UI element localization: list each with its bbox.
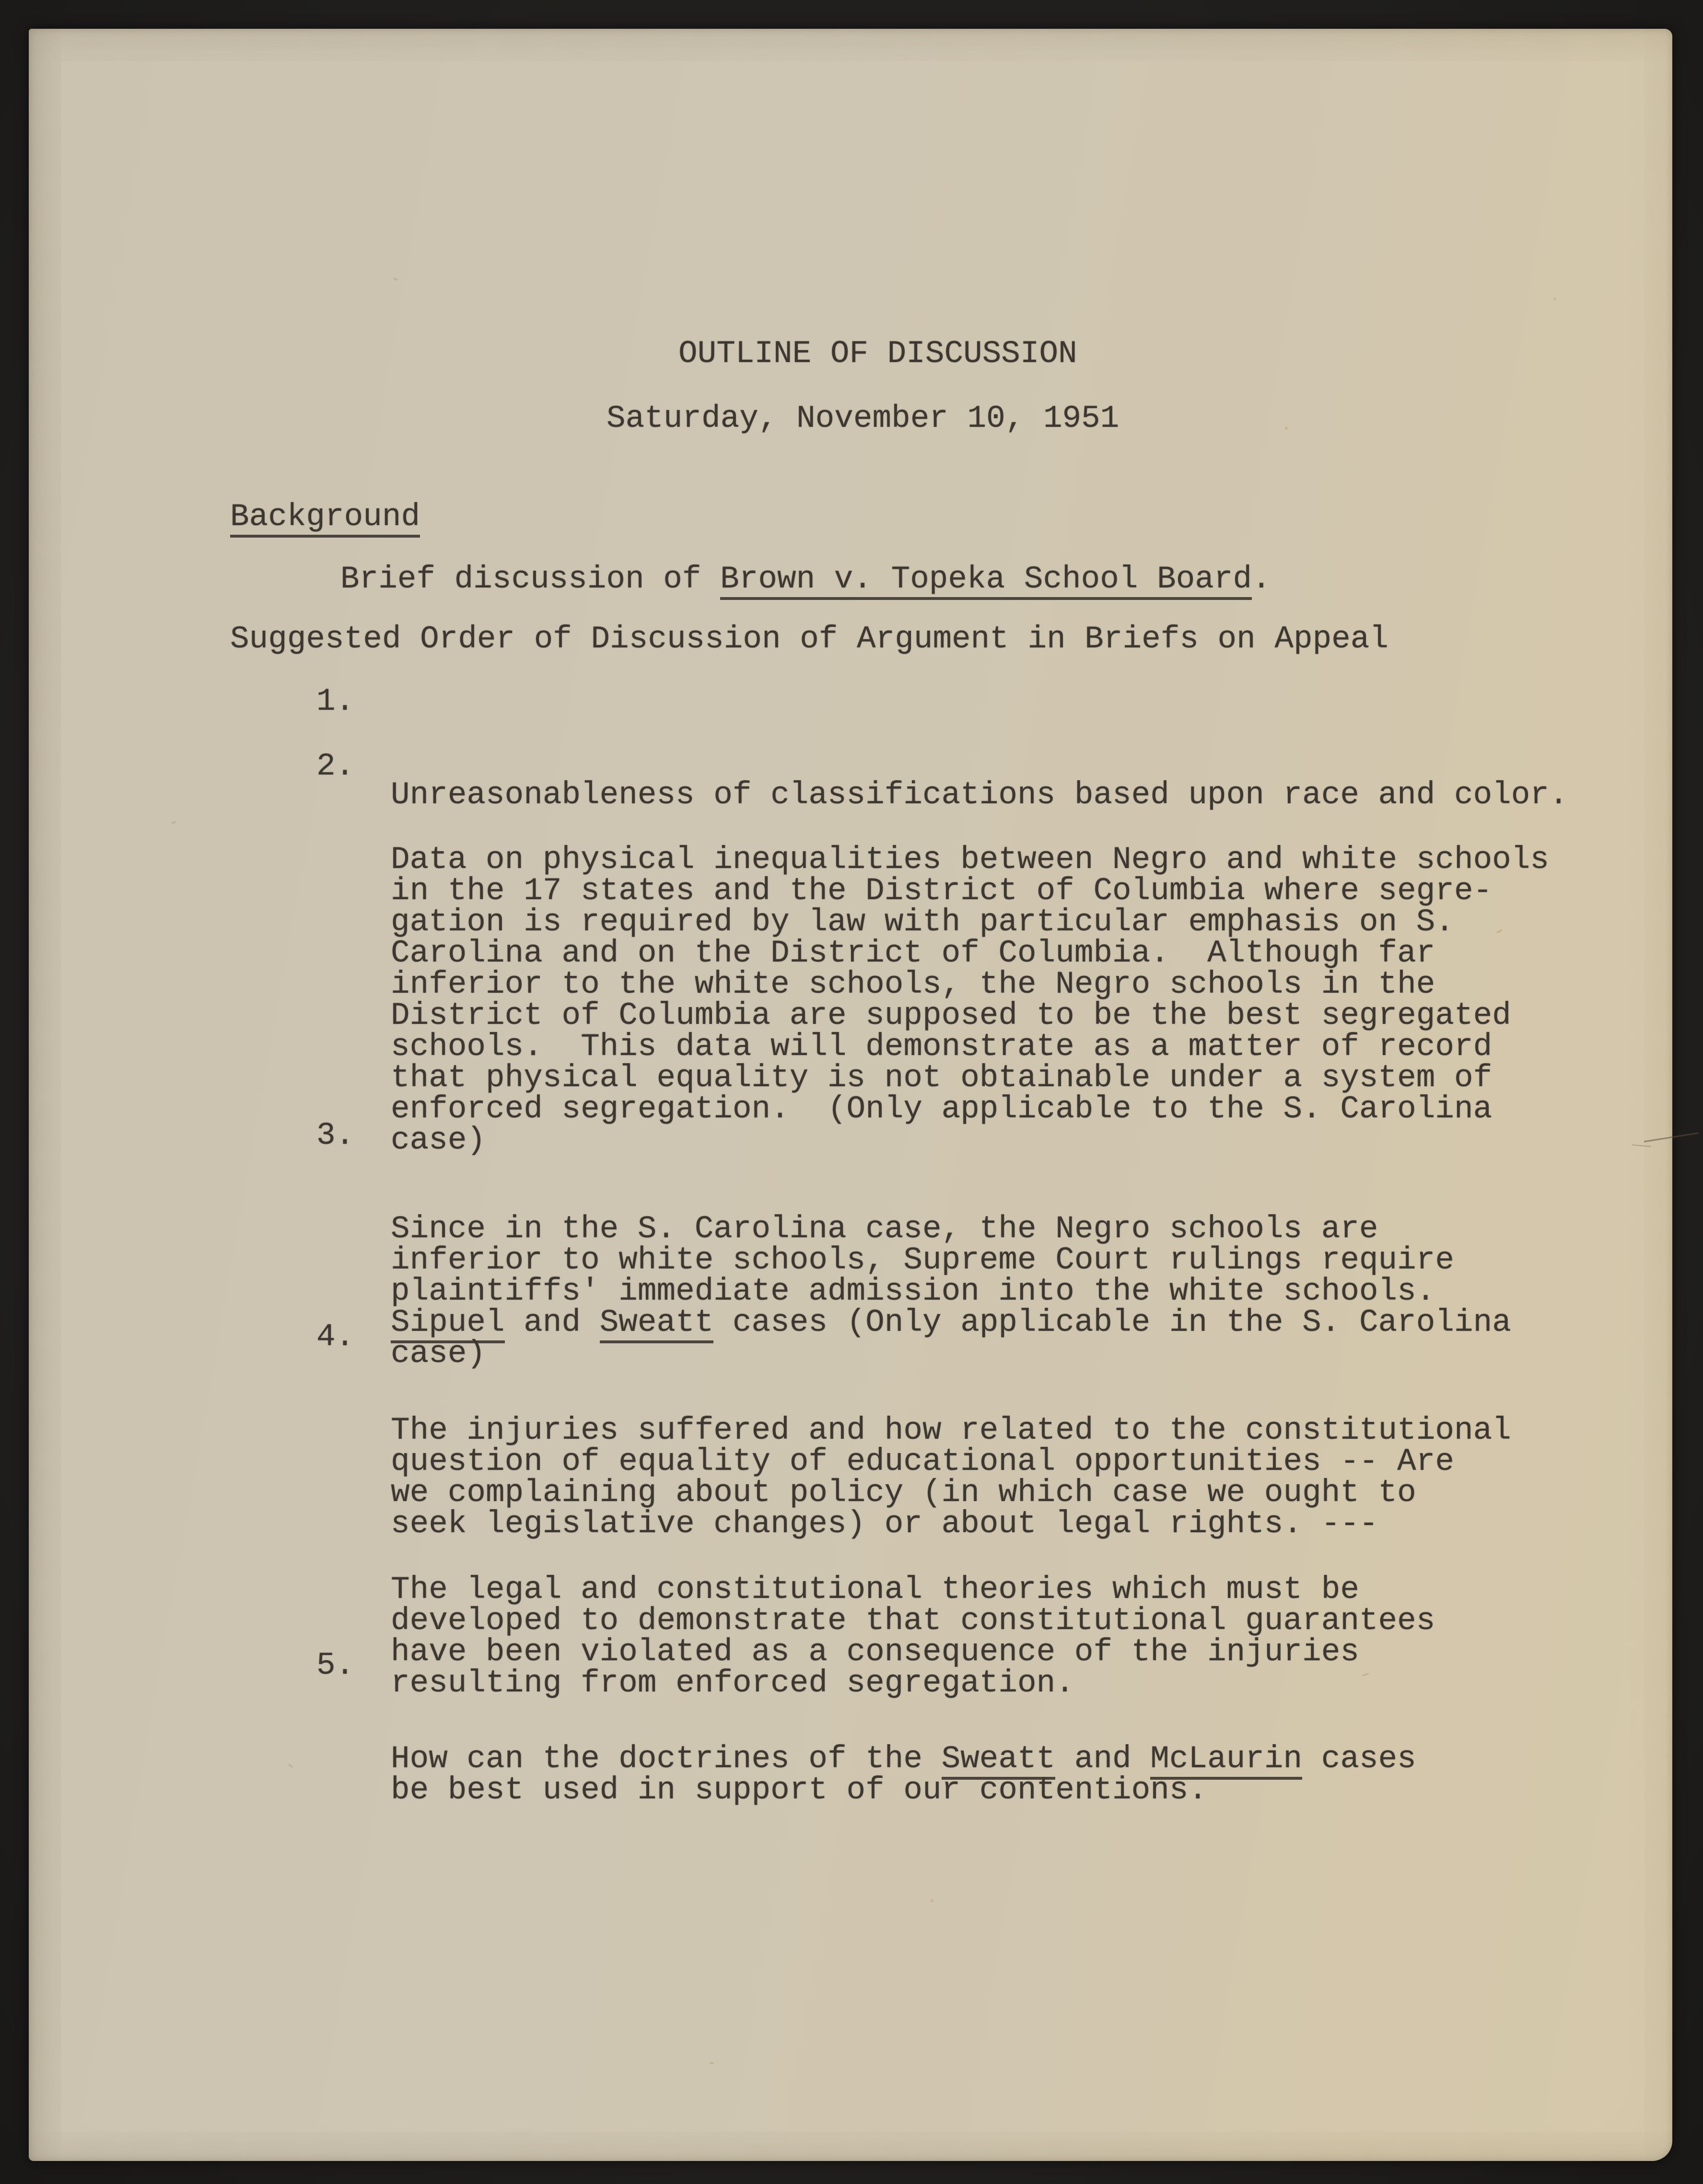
text-run: and: [504, 1304, 600, 1340]
paper-fleck: [288, 1763, 293, 1769]
text-run: plaintiffs' immediate admission into the white schools.: [391, 1273, 1435, 1309]
text-line: [391, 1213, 1511, 1245]
paragraph: [391, 1743, 1416, 1806]
document-title: OUTLINE OF DISCUSSION: [678, 336, 1077, 372]
text-run: and: [1055, 1741, 1151, 1777]
text-run: schools. This data will demonstrate as a matter of record: [391, 1029, 1493, 1065]
text-run: question of equality of educational opportunities -- Are: [391, 1444, 1454, 1479]
text-run: District of Columbia are supposed to be the best segregated: [391, 998, 1511, 1033]
intro-prefix: Brief discussion of: [340, 561, 721, 597]
text-run: developed to demonstrate that constitutional guarantees: [391, 1603, 1435, 1639]
text-run: have been violated as a consequence of the injuries: [391, 1634, 1359, 1670]
text-line: [391, 1273, 1511, 1309]
text-run: cases (Only applicable in the S. Carolina: [713, 1304, 1511, 1340]
paper-fleck: [930, 1899, 933, 1902]
text-run: we complaining about policy (in which case we ought to: [391, 1475, 1416, 1511]
paper-fleck: [1553, 297, 1556, 300]
underlined-text-run: Sweatt: [942, 1741, 1056, 1780]
paper-fleck: [171, 821, 176, 824]
paper-tear-mark: [1644, 1132, 1699, 1142]
intro-line: [340, 561, 1271, 597]
text-run: cases: [1302, 1741, 1416, 1777]
text-line: [391, 1741, 1416, 1777]
text-line: [391, 906, 1549, 938]
text-line: [391, 1242, 1511, 1278]
text-run: Carolina and on the District of Columbia. Although far: [391, 935, 1435, 971]
text-run: Data on physical inequalities between Negro and white schools: [391, 842, 1549, 878]
underlined-text-run: Sipuel: [391, 1304, 505, 1343]
document-page: [29, 29, 1672, 2161]
text-line: [391, 1506, 1511, 1542]
text-line: [391, 1029, 1549, 1065]
section-heading: [230, 499, 420, 535]
case-citation: Brown v. Topeka School Board: [720, 561, 1252, 600]
text-run: gation is required by law with particular emphasis on S.: [391, 904, 1454, 940]
text-run: inferior to white schools, Supreme Court rulings require: [391, 1242, 1454, 1278]
underlined-text-run: Sweatt: [600, 1304, 714, 1343]
text-run: in the 17 states and the District of Columbia where segre-: [391, 873, 1493, 909]
text-line: [391, 1060, 1549, 1096]
underlined-text-run: McLaurin: [1150, 1741, 1302, 1780]
text-run: The injuries suffered and how related to the constitutional: [391, 1412, 1511, 1448]
text-run: inferior to the white schools, the Negro schools in the: [391, 966, 1435, 1002]
subheading: Suggested Order of Discussion of Argument in Briefs on Appeal: [230, 621, 1388, 657]
outline-item-5: [316, 1647, 1416, 1868]
item-number: 5.: [316, 1647, 355, 1683]
text-line: [391, 873, 1549, 909]
section-heading-text: Background: [230, 499, 420, 538]
item-number: 2.: [316, 748, 355, 784]
text-line: [391, 1572, 1511, 1608]
text-run: seek legislative changes) or about legal rights. ---: [391, 1506, 1378, 1542]
text-run: How can the doctrines of the: [391, 1741, 942, 1777]
text-run: The legal and constitutional theories which must be: [391, 1572, 1359, 1608]
text-line: [391, 1603, 1511, 1639]
text-run: Unreasonableness of classifications based upon race and color.: [391, 777, 1568, 813]
item-number: 1.: [316, 683, 355, 719]
text-line: [391, 1446, 1511, 1477]
item-number: 4.: [316, 1319, 355, 1355]
text-run: resulting from enforced segregation.: [391, 1665, 1074, 1701]
text-run: case): [391, 1336, 486, 1372]
paper-fleck: [710, 2062, 714, 2065]
intro-suffix: .: [1252, 561, 1271, 597]
text-line: [391, 966, 1549, 1002]
paragraph: [391, 844, 1549, 1156]
text-run: that physical equality is not obtainable under a system of: [391, 1060, 1493, 1096]
text-run: enforced segregation. (Only applicable to the S. Carolina: [391, 1091, 1493, 1127]
text-line: [391, 1475, 1511, 1511]
text-run: Since in the S. Carolina case, the Negro schools are: [391, 1211, 1378, 1247]
paragraph: [391, 1412, 1511, 1542]
paper-fleck: [1285, 427, 1288, 430]
text-line: [391, 1000, 1549, 1031]
text-line: [391, 935, 1549, 971]
paper-fleck: [393, 277, 398, 281]
text-run: case): [391, 1122, 486, 1158]
text-line: [391, 842, 1549, 878]
text-run: be best used in support of our contentions.: [391, 1772, 1208, 1808]
item-body: [391, 844, 1549, 1156]
document-date: Saturday, November 10, 1951: [607, 400, 1120, 436]
text-line: [391, 1412, 1511, 1448]
item-number: 3.: [316, 1117, 355, 1153]
item-body: [391, 1743, 1416, 1806]
